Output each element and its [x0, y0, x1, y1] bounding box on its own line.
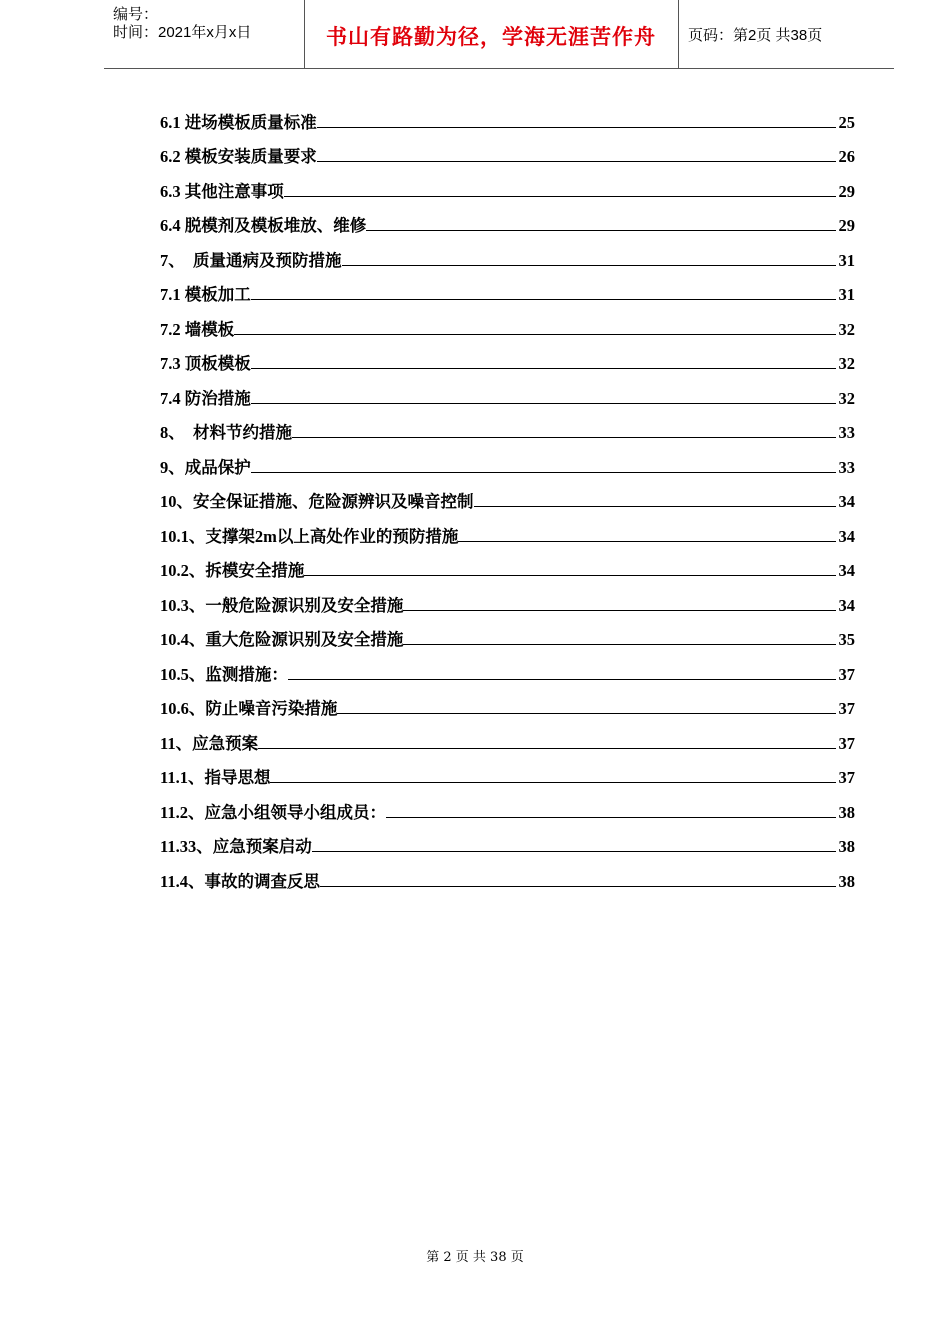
- toc-entry-title: 7.4 防治措施: [160, 388, 251, 408]
- toc-entry[interactable]: [160, 581, 855, 616]
- toc-entry-title: 6.3 其他注意事项: [160, 181, 284, 201]
- toc-leader-line: [403, 644, 836, 645]
- toc-leader-line: [474, 506, 837, 507]
- toc-leader-line: [288, 679, 836, 680]
- toc-entry-page: 34: [838, 492, 855, 511]
- toc-entry-title: 10.1、支撑架2m以上高处作业的预防措施: [160, 526, 459, 546]
- toc-entry[interactable]: [160, 616, 855, 651]
- toc-entry[interactable]: [160, 340, 855, 375]
- toc-entry-title: 7、 质量通病及预防措施: [160, 250, 342, 270]
- toc-leader-line: [304, 575, 836, 576]
- toc-leader-line: [251, 472, 836, 473]
- toc-entry[interactable]: [160, 754, 855, 789]
- toc-entry[interactable]: [160, 478, 855, 513]
- toc-entry-page: 29: [838, 216, 855, 235]
- header-page-cell: [678, 0, 894, 68]
- toc-entry-title: 10、安全保证措施、危险源辨识及噪音控制: [160, 492, 474, 511]
- toc-entry-page: 33: [838, 457, 855, 477]
- toc-entry-page: 33: [838, 423, 855, 442]
- toc-entry-page: 29: [838, 181, 855, 201]
- header-motto: 书山有路勤为径，学海无涯苦作舟: [326, 25, 656, 49]
- toc-leader-line: [317, 127, 836, 128]
- toc-entry-title: 6.1 进场模板质量标准: [160, 112, 317, 132]
- toc-entry-title: 10.4、重大危险源识别及安全措施: [160, 630, 404, 649]
- toc-entry[interactable]: [160, 374, 855, 409]
- toc-entry-title: 10.2、拆模安全措施: [160, 561, 305, 580]
- toc-entry[interactable]: [160, 788, 855, 823]
- toc-entry-page: 32: [838, 319, 855, 339]
- toc-leader-line: [284, 196, 836, 197]
- toc-entry-title: 10.3、一般危险源识别及安全措施: [160, 595, 404, 615]
- toc-leader-line: [386, 817, 836, 818]
- toc-entry-title: 11.1、指导思想: [160, 768, 271, 787]
- toc-entry[interactable]: [160, 547, 855, 582]
- toc-entry-page: 38: [838, 837, 855, 856]
- toc-entry[interactable]: [160, 512, 855, 547]
- toc-entry-page: 32: [838, 388, 855, 408]
- toc-leader-line: [458, 541, 836, 542]
- toc-entry-page: 34: [838, 595, 855, 615]
- document-time-label: 时间：2021年x月x日: [113, 24, 252, 41]
- toc-leader-line: [258, 748, 836, 749]
- toc-entry[interactable]: [160, 685, 855, 720]
- toc-entry[interactable]: [160, 650, 855, 685]
- toc-leader-line: [320, 886, 836, 887]
- toc-entry-page: 37: [838, 664, 855, 684]
- toc-entry-page: 35: [838, 630, 855, 649]
- header-page-number: 页码：第2页 共38页: [688, 27, 823, 44]
- toc-entry-page: 31: [838, 250, 855, 270]
- toc-entry[interactable]: [160, 823, 855, 858]
- toc-entry-title: 10.6、防止噪音污染措施: [160, 699, 338, 718]
- toc-entry-page: 37: [838, 768, 855, 787]
- table-of-contents: [160, 98, 855, 892]
- toc-entry-title: 8、 材料节约措施: [160, 423, 292, 442]
- header-motto-cell: [304, 0, 679, 68]
- page-header: [104, 0, 894, 69]
- toc-entry-title: 11.2、应急小组领导小组成员：: [160, 802, 386, 822]
- toc-entry[interactable]: [160, 236, 855, 271]
- toc-entry-page: 34: [838, 561, 855, 580]
- toc-entry-page: 37: [838, 699, 855, 718]
- toc-entry-title: 7.2 墙模板: [160, 319, 235, 339]
- toc-entry[interactable]: [160, 443, 855, 478]
- toc-entry-title: 9、成品保护: [160, 457, 251, 477]
- toc-entry-title: 10.5、监测措施：: [160, 664, 288, 684]
- toc-entry-title: 7.3 顶板模板: [160, 354, 251, 373]
- toc-entry-page: 38: [838, 871, 855, 891]
- toc-entry-page: 32: [838, 354, 855, 373]
- toc-entry-title: 11.4、事故的调查反思: [160, 871, 320, 891]
- toc-leader-line: [342, 265, 837, 266]
- toc-entry-title: 11.33、应急预案启动: [160, 837, 312, 856]
- toc-leader-line: [337, 713, 836, 714]
- toc-leader-line: [251, 368, 836, 369]
- toc-entry-title: 11、应急预案: [160, 733, 259, 753]
- toc-entry[interactable]: [160, 133, 855, 168]
- toc-entry-title: 7.1 模板加工: [160, 285, 251, 304]
- toc-entry[interactable]: [160, 271, 855, 306]
- toc-entry-page: 37: [838, 733, 855, 753]
- toc-leader-line: [234, 334, 836, 335]
- toc-leader-line: [403, 610, 836, 611]
- toc-entry[interactable]: [160, 167, 855, 202]
- toc-entry-title: 6.4 脱模剂及模板堆放、维修: [160, 216, 367, 235]
- toc-entry[interactable]: [160, 98, 855, 133]
- page-footer: 第 2 页 共 38 页: [426, 1250, 524, 1265]
- toc-entry-page: 25: [838, 112, 855, 132]
- toc-entry-page: 34: [838, 526, 855, 546]
- document-code-label: 编号：: [113, 6, 159, 23]
- toc-entry-page: 31: [838, 285, 855, 304]
- toc-entry[interactable]: [160, 409, 855, 444]
- toc-entry-page: 26: [838, 147, 855, 166]
- toc-entry[interactable]: [160, 719, 855, 754]
- toc-leader-line: [317, 161, 836, 162]
- toc-leader-line: [251, 299, 836, 300]
- toc-leader-line: [292, 437, 836, 438]
- toc-entry-title: 6.2 模板安装质量要求: [160, 147, 317, 166]
- toc-leader-line: [251, 403, 836, 404]
- toc-entry[interactable]: [160, 857, 855, 892]
- toc-entry[interactable]: [160, 305, 855, 340]
- toc-entry[interactable]: [160, 202, 855, 237]
- toc-leader-line: [270, 782, 836, 783]
- header-info-cell: [104, 0, 305, 68]
- toc-leader-line: [312, 851, 836, 852]
- toc-entry-page: 38: [838, 802, 855, 822]
- toc-leader-line: [366, 230, 836, 231]
